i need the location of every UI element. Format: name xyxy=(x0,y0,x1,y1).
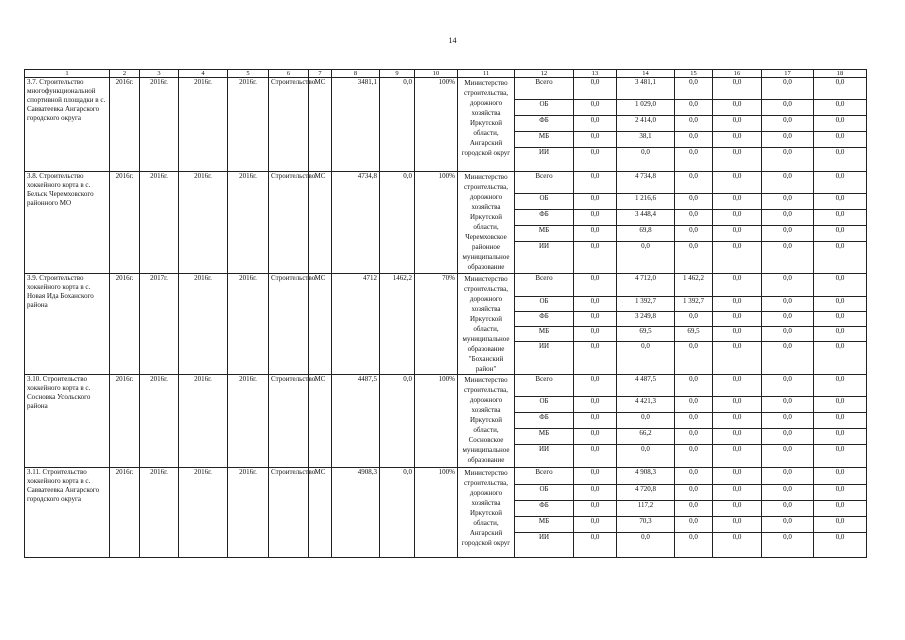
funding-value-col-14: 1 029,0 xyxy=(617,100,675,116)
work-type: Строительство xyxy=(269,78,309,172)
col-4-year: 2016г. xyxy=(179,468,228,558)
funding-value-col-18: 0,0 xyxy=(814,210,867,226)
funding-value-col-18: 0,0 xyxy=(814,312,867,327)
col-8-amount: 4908,3 xyxy=(332,468,380,558)
funding-value-col-18: 0,0 xyxy=(814,342,867,375)
funding-value-col-15: 0,0 xyxy=(675,100,713,116)
column-number: 16 xyxy=(713,70,762,78)
col-5-year: 2016г. xyxy=(228,274,269,375)
funding-value-col-16: 0,0 xyxy=(713,413,762,429)
funding-value-col-17: 0,0 xyxy=(762,210,814,226)
column-number: 17 xyxy=(762,70,814,78)
funding-value-col-13: 0,0 xyxy=(574,78,617,100)
funding-value-col-14: 0,0 xyxy=(617,242,675,274)
funding-value-col-17: 0,0 xyxy=(762,342,814,375)
column-number: 5 xyxy=(228,70,269,78)
funding-value-col-16: 0,0 xyxy=(713,445,762,468)
column-number: 14 xyxy=(617,70,675,78)
funding-value-col-15: 0,0 xyxy=(675,148,713,172)
funding-value-col-14: 69,5 xyxy=(617,327,675,342)
funding-value-col-13: 0,0 xyxy=(574,327,617,342)
col-7-code: МС xyxy=(309,468,332,558)
project-row xyxy=(25,274,867,297)
work-type: Строительство xyxy=(269,274,309,375)
funding-value-col-15: 0,0 xyxy=(675,413,713,429)
funding-value-col-17: 0,0 xyxy=(762,517,814,533)
funding-value-col-14: 4 908,3 xyxy=(617,468,675,485)
funding-value-col-18: 0,0 xyxy=(814,132,867,148)
funding-value-col-18: 0,0 xyxy=(814,274,867,297)
funding-value-col-14: 2 414,0 xyxy=(617,116,675,132)
funding-value-col-14: 0,0 xyxy=(617,445,675,468)
funding-source: Всего xyxy=(515,172,574,194)
funding-value-col-13: 0,0 xyxy=(574,172,617,194)
program-table xyxy=(24,69,867,558)
col-3-year: 2017г. xyxy=(140,274,179,375)
funding-value-col-17: 0,0 xyxy=(762,327,814,342)
funding-value-col-15: 0,0 xyxy=(675,468,713,485)
col-7-code: МС xyxy=(309,274,332,375)
funding-value-col-15: 1 392,7 xyxy=(675,297,713,312)
funding-value-col-17: 0,0 xyxy=(762,274,814,297)
funding-value-col-14: 0,0 xyxy=(617,148,675,172)
column-number: 15 xyxy=(675,70,713,78)
funding-value-col-18: 0,0 xyxy=(814,327,867,342)
funding-source: ФБ xyxy=(515,312,574,327)
col-7-code: МС xyxy=(309,172,332,274)
funding-value-col-17: 0,0 xyxy=(762,445,814,468)
col-2-year: 2016г. xyxy=(110,274,140,375)
funding-value-col-16: 0,0 xyxy=(713,397,762,413)
col-10-percent: 70% xyxy=(415,274,458,375)
funding-value-col-18: 0,0 xyxy=(814,375,867,397)
responsible-executor: Министерство строительства, дорожного хозяйства Иркутской области, Ангарский городской округ xyxy=(458,78,515,172)
col-9-amount: 1462,2 xyxy=(380,274,415,375)
funding-value-col-15: 0,0 xyxy=(675,132,713,148)
funding-value-col-17: 0,0 xyxy=(762,429,814,445)
funding-value-col-14: 0,0 xyxy=(617,533,675,558)
col-8-amount: 4712 xyxy=(332,274,380,375)
funding-value-col-17: 0,0 xyxy=(762,375,814,397)
funding-value-col-17: 0,0 xyxy=(762,116,814,132)
funding-value-col-14: 117,2 xyxy=(617,501,675,517)
funding-source: Всего xyxy=(515,468,574,485)
funding-value-col-14: 70,3 xyxy=(617,517,675,533)
funding-value-col-15: 0,0 xyxy=(675,78,713,100)
funding-value-col-14: 4 487,5 xyxy=(617,375,675,397)
col-5-year: 2016г. xyxy=(228,375,269,468)
project-name: 3.11. Строительство хоккейного корта в с. Савватеевка Ангарского городского округа xyxy=(25,468,110,558)
col-9-amount: 0,0 xyxy=(380,78,415,172)
funding-value-col-15: 0,0 xyxy=(675,194,713,210)
col-9-amount: 0,0 xyxy=(380,172,415,274)
project-name: 3.8. Строительство хоккейного корта в с. Бельск Черемховского районного МО xyxy=(25,172,110,274)
funding-value-col-18: 0,0 xyxy=(814,501,867,517)
funding-value-col-17: 0,0 xyxy=(762,172,814,194)
col-7-code: МС xyxy=(309,375,332,468)
funding-value-col-18: 0,0 xyxy=(814,397,867,413)
funding-value-col-16: 0,0 xyxy=(713,468,762,485)
funding-source: ИИ xyxy=(515,342,574,375)
funding-value-col-15: 0,0 xyxy=(675,501,713,517)
funding-value-col-16: 0,0 xyxy=(713,501,762,517)
funding-value-col-15: 1 462,2 xyxy=(675,274,713,297)
funding-value-col-18: 0,0 xyxy=(814,226,867,242)
project-row xyxy=(25,78,867,100)
funding-value-col-16: 0,0 xyxy=(713,148,762,172)
funding-value-col-17: 0,0 xyxy=(762,78,814,100)
col-8-amount: 3481,1 xyxy=(332,78,380,172)
work-type: Строительство xyxy=(269,468,309,558)
column-number: 18 xyxy=(814,70,867,78)
funding-value-col-15: 0,0 xyxy=(675,242,713,274)
column-number: 7 xyxy=(309,70,332,78)
funding-value-col-15: 0,0 xyxy=(675,429,713,445)
funding-value-col-17: 0,0 xyxy=(762,312,814,327)
funding-value-col-16: 0,0 xyxy=(713,100,762,116)
funding-value-col-17: 0,0 xyxy=(762,397,814,413)
funding-value-col-13: 0,0 xyxy=(574,375,617,397)
funding-value-col-18: 0,0 xyxy=(814,194,867,210)
col-2-year: 2016г. xyxy=(110,468,140,558)
funding-source: ИИ xyxy=(515,533,574,558)
funding-value-col-13: 0,0 xyxy=(574,274,617,297)
funding-value-col-13: 0,0 xyxy=(574,132,617,148)
funding-value-col-15: 0,0 xyxy=(675,445,713,468)
col-3-year: 2016г. xyxy=(140,78,179,172)
funding-value-col-18: 0,0 xyxy=(814,148,867,172)
funding-value-col-14: 4 720,8 xyxy=(617,485,675,501)
column-number: 6 xyxy=(269,70,309,78)
funding-value-col-13: 0,0 xyxy=(574,226,617,242)
col-9-amount: 0,0 xyxy=(380,375,415,468)
funding-value-col-18: 0,0 xyxy=(814,445,867,468)
funding-value-col-15: 0,0 xyxy=(675,397,713,413)
col-8-amount: 4734,8 xyxy=(332,172,380,274)
funding-value-col-15: 0,0 xyxy=(675,116,713,132)
funding-value-col-16: 0,0 xyxy=(713,517,762,533)
funding-value-col-18: 0,0 xyxy=(814,533,867,558)
funding-value-col-13: 0,0 xyxy=(574,210,617,226)
funding-value-col-13: 0,0 xyxy=(574,533,617,558)
project-row xyxy=(25,468,867,485)
funding-value-col-16: 0,0 xyxy=(713,312,762,327)
funding-value-col-17: 0,0 xyxy=(762,148,814,172)
funding-value-col-16: 0,0 xyxy=(713,132,762,148)
funding-value-col-15: 0,0 xyxy=(675,517,713,533)
funding-value-col-13: 0,0 xyxy=(574,297,617,312)
col-5-year: 2016г. xyxy=(228,78,269,172)
funding-source: Всего xyxy=(515,78,574,100)
column-number: 3 xyxy=(140,70,179,78)
funding-source: ФБ xyxy=(515,413,574,429)
column-number: 8 xyxy=(332,70,380,78)
funding-source: ОБ xyxy=(515,297,574,312)
funding-value-col-14: 4 734,8 xyxy=(617,172,675,194)
funding-value-col-13: 0,0 xyxy=(574,100,617,116)
funding-value-col-13: 0,0 xyxy=(574,501,617,517)
col-4-year: 2016г. xyxy=(179,375,228,468)
funding-source: Всего xyxy=(515,375,574,397)
funding-value-col-13: 0,0 xyxy=(574,517,617,533)
project-name: 3.10. Строительство хоккейного корта в с. Сосновка Усольского района xyxy=(25,375,110,468)
project-name: 3.9. Строительство хоккейного корта в с. Новая Ида Боханского района xyxy=(25,274,110,375)
funding-value-col-16: 0,0 xyxy=(713,297,762,312)
funding-source: ФБ xyxy=(515,210,574,226)
col-9-amount: 0,0 xyxy=(380,468,415,558)
funding-source: ИИ xyxy=(515,242,574,274)
funding-value-col-13: 0,0 xyxy=(574,242,617,274)
col-5-year: 2016г. xyxy=(228,172,269,274)
funding-source: Всего xyxy=(515,274,574,297)
col-10-percent: 100% xyxy=(415,172,458,274)
funding-value-col-16: 0,0 xyxy=(713,274,762,297)
funding-value-col-18: 0,0 xyxy=(814,468,867,485)
funding-source: МБ xyxy=(515,327,574,342)
column-number: 4 xyxy=(179,70,228,78)
funding-value-col-13: 0,0 xyxy=(574,342,617,375)
funding-value-col-15: 0,0 xyxy=(675,375,713,397)
funding-value-col-14: 0,0 xyxy=(617,413,675,429)
funding-value-col-15: 0,0 xyxy=(675,312,713,327)
funding-value-col-13: 0,0 xyxy=(574,429,617,445)
column-number: 10 xyxy=(415,70,458,78)
funding-source: ОБ xyxy=(515,485,574,501)
column-number: 13 xyxy=(574,70,617,78)
funding-value-col-17: 0,0 xyxy=(762,100,814,116)
funding-value-col-14: 3 448,4 xyxy=(617,210,675,226)
funding-value-col-18: 0,0 xyxy=(814,78,867,100)
responsible-executor: Министерство строительства, дорожного хозяйства Иркутской области, Сосновское муниципальное образование xyxy=(458,375,515,468)
col-2-year: 2016г. xyxy=(110,172,140,274)
col-4-year: 2016г. xyxy=(179,78,228,172)
funding-value-col-14: 0,0 xyxy=(617,342,675,375)
funding-value-col-14: 1 216,6 xyxy=(617,194,675,210)
funding-source: ОБ xyxy=(515,397,574,413)
funding-value-col-16: 0,0 xyxy=(713,210,762,226)
col-4-year: 2016г. xyxy=(179,172,228,274)
funding-value-col-15: 0,0 xyxy=(675,210,713,226)
funding-source: МБ xyxy=(515,226,574,242)
funding-value-col-13: 0,0 xyxy=(574,485,617,501)
funding-value-col-16: 0,0 xyxy=(713,342,762,375)
funding-value-col-13: 0,0 xyxy=(574,397,617,413)
project-row xyxy=(25,375,867,397)
funding-value-col-15: 0,0 xyxy=(675,172,713,194)
funding-value-col-14: 66,2 xyxy=(617,429,675,445)
funding-value-col-16: 0,0 xyxy=(713,533,762,558)
funding-value-col-18: 0,0 xyxy=(814,485,867,501)
funding-value-col-16: 0,0 xyxy=(713,327,762,342)
funding-value-col-14: 3 481,1 xyxy=(617,78,675,100)
funding-value-col-16: 0,0 xyxy=(713,226,762,242)
funding-value-col-18: 0,0 xyxy=(814,242,867,274)
funding-value-col-14: 4 421,3 xyxy=(617,397,675,413)
funding-value-col-13: 0,0 xyxy=(574,116,617,132)
column-number: 1 xyxy=(25,70,110,78)
column-number: 11 xyxy=(458,70,515,78)
funding-source: МБ xyxy=(515,429,574,445)
funding-value-col-14: 69,8 xyxy=(617,226,675,242)
funding-source: ОБ xyxy=(515,194,574,210)
col-10-percent: 100% xyxy=(415,468,458,558)
funding-value-col-17: 0,0 xyxy=(762,501,814,517)
funding-value-col-16: 0,0 xyxy=(713,429,762,445)
col-3-year: 2016г. xyxy=(140,172,179,274)
col-3-year: 2016г. xyxy=(140,375,179,468)
funding-value-col-13: 0,0 xyxy=(574,312,617,327)
work-type: Строительство xyxy=(269,375,309,468)
responsible-executor: Министерство строительства, дорожного хозяйства Иркутской области, муниципальное образование "Боханский район" xyxy=(458,274,515,375)
col-10-percent: 100% xyxy=(415,375,458,468)
funding-value-col-13: 0,0 xyxy=(574,413,617,429)
column-number-row xyxy=(25,70,867,78)
funding-value-col-16: 0,0 xyxy=(713,375,762,397)
funding-value-col-18: 0,0 xyxy=(814,517,867,533)
col-5-year: 2016г. xyxy=(228,468,269,558)
funding-source: ИИ xyxy=(515,148,574,172)
col-7-code: МС xyxy=(309,78,332,172)
funding-value-col-16: 0,0 xyxy=(713,172,762,194)
funding-value-col-17: 0,0 xyxy=(762,226,814,242)
funding-value-col-17: 0,0 xyxy=(762,413,814,429)
funding-value-col-14: 38,1 xyxy=(617,132,675,148)
funding-value-col-17: 0,0 xyxy=(762,468,814,485)
funding-value-col-17: 0,0 xyxy=(762,194,814,210)
funding-value-col-15: 0,0 xyxy=(675,342,713,375)
funding-value-col-16: 0,0 xyxy=(713,116,762,132)
responsible-executor: Министерство строительства, дорожного хозяйства Иркутской области, Ангарский городской округ xyxy=(458,468,515,558)
funding-value-col-18: 0,0 xyxy=(814,116,867,132)
funding-value-col-15: 0,0 xyxy=(675,533,713,558)
funding-value-col-18: 0,0 xyxy=(814,413,867,429)
funding-value-col-13: 0,0 xyxy=(574,445,617,468)
funding-value-col-17: 0,0 xyxy=(762,242,814,274)
funding-value-col-14: 1 392,7 xyxy=(617,297,675,312)
project-name: 3.7. Строительство многофункциональной спортивной площадки в с. Савватеевка Ангарского городского округа xyxy=(25,78,110,172)
funding-value-col-13: 0,0 xyxy=(574,148,617,172)
funding-value-col-17: 0,0 xyxy=(762,485,814,501)
col-3-year: 2016г. xyxy=(140,468,179,558)
col-2-year: 2016г. xyxy=(110,375,140,468)
responsible-executor: Министерство строительства, дорожного хозяйства Иркутской области, Черемховское районное муниципальное образование xyxy=(458,172,515,274)
page-number: 14 xyxy=(448,36,457,45)
column-number: 9 xyxy=(380,70,415,78)
col-2-year: 2016г. xyxy=(110,78,140,172)
column-number: 2 xyxy=(110,70,140,78)
col-4-year: 2016г. xyxy=(179,274,228,375)
funding-value-col-17: 0,0 xyxy=(762,533,814,558)
funding-value-col-18: 0,0 xyxy=(814,297,867,312)
funding-value-col-18: 0,0 xyxy=(814,172,867,194)
funding-source: ОБ xyxy=(515,100,574,116)
funding-value-col-13: 0,0 xyxy=(574,468,617,485)
work-type: Строительство xyxy=(269,172,309,274)
funding-value-col-15: 0,0 xyxy=(675,485,713,501)
funding-value-col-14: 4 712,0 xyxy=(617,274,675,297)
funding-source: ИИ xyxy=(515,445,574,468)
funding-value-col-16: 0,0 xyxy=(713,242,762,274)
funding-value-col-15: 69,5 xyxy=(675,327,713,342)
funding-value-col-17: 0,0 xyxy=(762,132,814,148)
funding-source: ФБ xyxy=(515,116,574,132)
funding-source: МБ xyxy=(515,132,574,148)
funding-value-col-16: 0,0 xyxy=(713,194,762,210)
funding-value-col-18: 0,0 xyxy=(814,429,867,445)
funding-source: ФБ xyxy=(515,501,574,517)
project-row xyxy=(25,172,867,194)
funding-value-col-14: 3 249,8 xyxy=(617,312,675,327)
funding-value-col-17: 0,0 xyxy=(762,297,814,312)
col-10-percent: 100% xyxy=(415,78,458,172)
funding-value-col-16: 0,0 xyxy=(713,78,762,100)
funding-value-col-18: 0,0 xyxy=(814,100,867,116)
funding-value-col-13: 0,0 xyxy=(574,194,617,210)
funding-value-col-16: 0,0 xyxy=(713,485,762,501)
funding-source: МБ xyxy=(515,517,574,533)
col-8-amount: 4487,5 xyxy=(332,375,380,468)
column-number: 12 xyxy=(515,70,574,78)
funding-value-col-15: 0,0 xyxy=(675,226,713,242)
